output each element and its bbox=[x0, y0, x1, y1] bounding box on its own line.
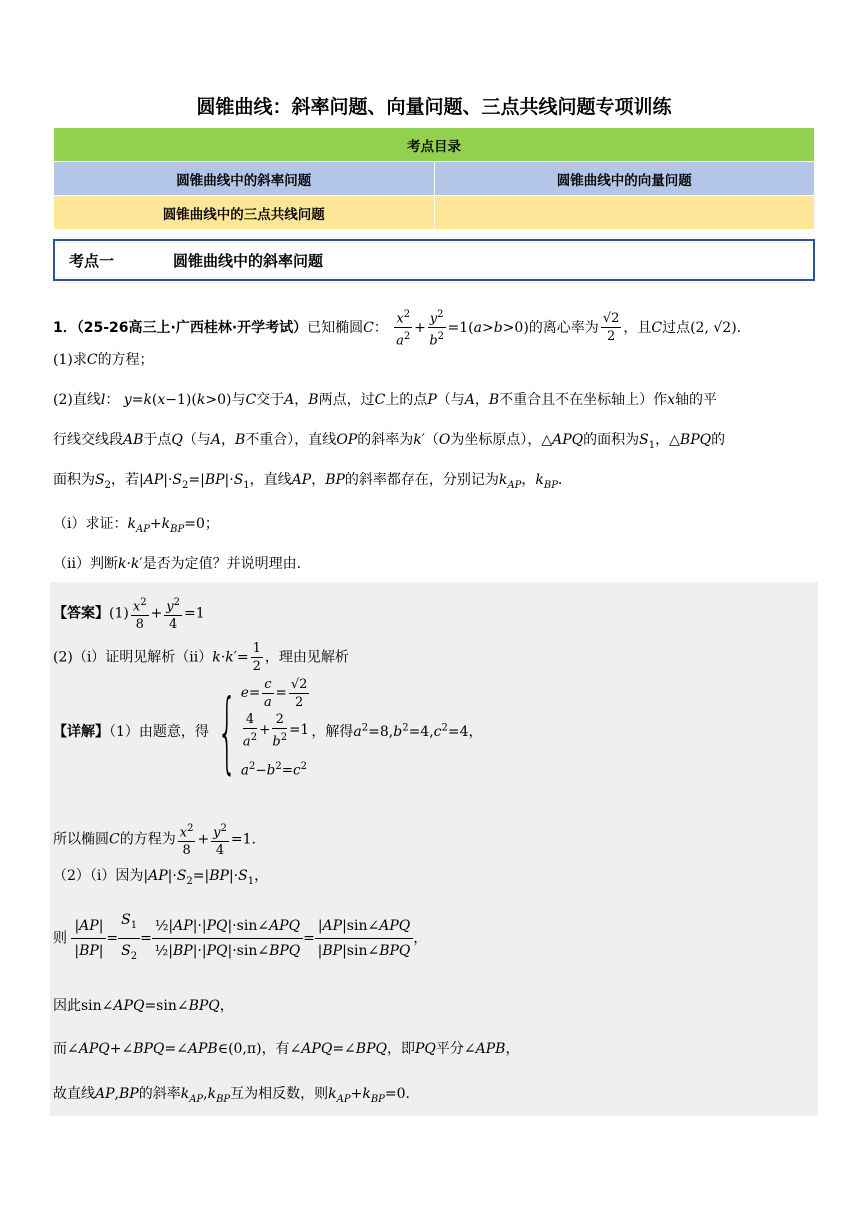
toc-empty-cell bbox=[434, 196, 815, 230]
detail-label: 【详解】 bbox=[53, 723, 109, 740]
toc-item-collinear[interactable]: 圆锥曲线中的三点共线问题 bbox=[54, 196, 435, 230]
detail-line-3: （2）（i）因为$|AP|\cdot S_2=|BP|\cdot S_1$， bbox=[53, 868, 269, 887]
answer-line-1: 【答案】(1) $\frac{x^2}{8}$ + $\frac{y^2}{4}$ =1 bbox=[53, 594, 205, 633]
detail-line-1: 【详解】（1）由题意，得{ e= $\frac{c}{a}$ = $\frac{√2}{2}$ $\frac{4}{a^2}$ + $\frac{2}{b^2}$ =1 $a^2-b^2=c^2$ ，解得$a^2=8,b^2=4,c^2=4$， bbox=[53, 677, 483, 783]
detail-line-7: 故直线AP,BP的斜率$k_{AP},k_{BP}$互为相反数，则$k_{AP}+k_{BP}=0$. bbox=[53, 1086, 410, 1105]
page-title: 圆锥曲线：斜率问题、向量问题、三点共线问题专项训练 bbox=[196, 96, 672, 118]
answer-label: 【答案】 bbox=[53, 605, 109, 622]
section-box bbox=[53, 239, 815, 281]
detail-line-2: 所以椭圆C的方程为 $\frac{x^2}{8}$ + $\frac{y^2}{4}$ =1. bbox=[53, 820, 256, 859]
toc-table bbox=[53, 127, 815, 230]
detail-line-6: 而∠APQ+∠BPQ=∠APB∈(0,π)，有∠APQ=∠BPQ，即PQ平分∠APB， bbox=[53, 1041, 520, 1057]
section-name: 圆锥曲线中的斜率问题 bbox=[173, 252, 324, 270]
toc-item-vector[interactable]: 圆锥曲线中的向量问题 bbox=[434, 162, 815, 196]
problem-source: （25-26高三上·广西桂林·开学考试） bbox=[76, 319, 308, 336]
detail-line-5: 因此sin∠APQ=sin∠BPQ， bbox=[53, 998, 234, 1014]
answer-line-2: (2)（i）证明见解析（ii）k·k′= $\frac{1}{2}$ ，理由见解析 bbox=[53, 641, 349, 674]
problem-q1: (1)求C的方程； bbox=[53, 352, 154, 368]
toc-header: 考点目录 bbox=[54, 128, 815, 162]
problem-sub-2: （ii）判断k·k′是否为定值？并说明理由. bbox=[53, 556, 302, 572]
section-label: 考点一 bbox=[69, 252, 115, 270]
problem-q2-line-2: 行线交线段AB于点Q（与A，B不重合），直线OP的斜率为k′（O为坐标原点），△APQ的面积为$S_1$，△BPQ的 bbox=[53, 432, 726, 451]
problem-sub-1: （i）求证：$k_{AP}+k_{BP}=0$； bbox=[53, 516, 219, 535]
problem-line-1: 1．（25-26高三上·广西桂林·开学考试）已知椭圆C： $\frac{x^2}{a^2}$ + $\frac{y^2}{b^2}$ =1(a>b>0)的离心率为 $\frac{√2}{2}$ ，且C过点(2, √2). bbox=[53, 306, 741, 350]
problem-q2-line-3: 面积为$S_2$，若$|AP|\cdot S_2=|BP|\cdot S_1$，直线AP，BP的斜率都存在，分别记为$k_{AP}$，$k_{BP}$. bbox=[53, 472, 563, 491]
detail-line-4: 则 $\frac{|AP|}{|BP|}$ = $\frac{S_1}{S_2}$ = $\frac{\text{½|AP|·|PQ|·sin∠APQ}}{\text{½|BP|·|PQ|·sin∠BPQ}}$ = $\frac{\text{|AP|sin∠APQ}}{\text{|BP|sin∠BPQ}}$ ， bbox=[53, 908, 427, 969]
toc-item-slope[interactable]: 圆锥曲线中的斜率问题 bbox=[54, 162, 435, 196]
detail-shade bbox=[50, 854, 818, 1116]
problem-q2-line-1: (2)直线l： y=k(x−1)(k>0)与C交于A，B两点，过C上的点P（与A，B不重合且不在坐标轴上）作x轴的平 bbox=[53, 392, 718, 408]
